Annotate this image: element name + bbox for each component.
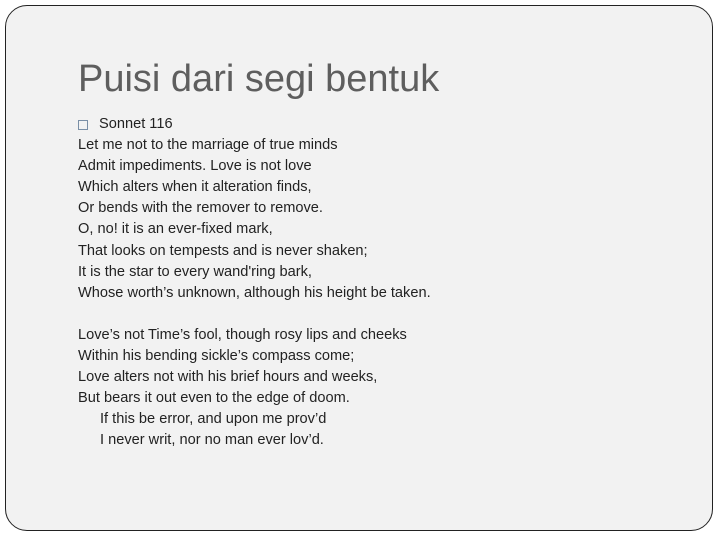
stanza-gap [78, 304, 431, 325]
bullet-text: Sonnet 116 [99, 116, 173, 132]
poem-line: Or bends with the remover to remove. [78, 200, 323, 217]
poem-line: It is the star to every wand'ring bark, [78, 263, 312, 280]
poem-line: But bears it out even to the edge of doom. [78, 390, 350, 407]
poem-line: Let me not to the marriage of true minds [78, 137, 338, 154]
poem-line: O, no! it is an ever-fixed mark, [78, 221, 273, 238]
poem-line: Whose worth’s unknown, although his height be taken. [78, 284, 431, 301]
slide-title: Puisi dari segi bentuk [78, 58, 440, 100]
poem-line: Love alters not with his brief hours and weeks, [78, 369, 378, 386]
poem-line: Which alters when it alteration finds, [78, 179, 312, 196]
bullet-item [78, 114, 431, 135]
square-bullet-icon [78, 120, 88, 130]
couplet-line: I never writ, nor no man ever lov’d. [100, 432, 324, 449]
poem-line: That looks on tempests and is never shaken; [78, 242, 368, 259]
poem-line: Within his bending sickle’s compass come; [78, 348, 355, 365]
slide-body [78, 114, 431, 452]
poem-line: Love’s not Time’s fool, though rosy lips and cheeks [78, 326, 407, 343]
poem-line: Admit impediments. Love is not love [78, 158, 312, 175]
couplet-line: If this be error, and upon me prov’d [100, 411, 327, 428]
